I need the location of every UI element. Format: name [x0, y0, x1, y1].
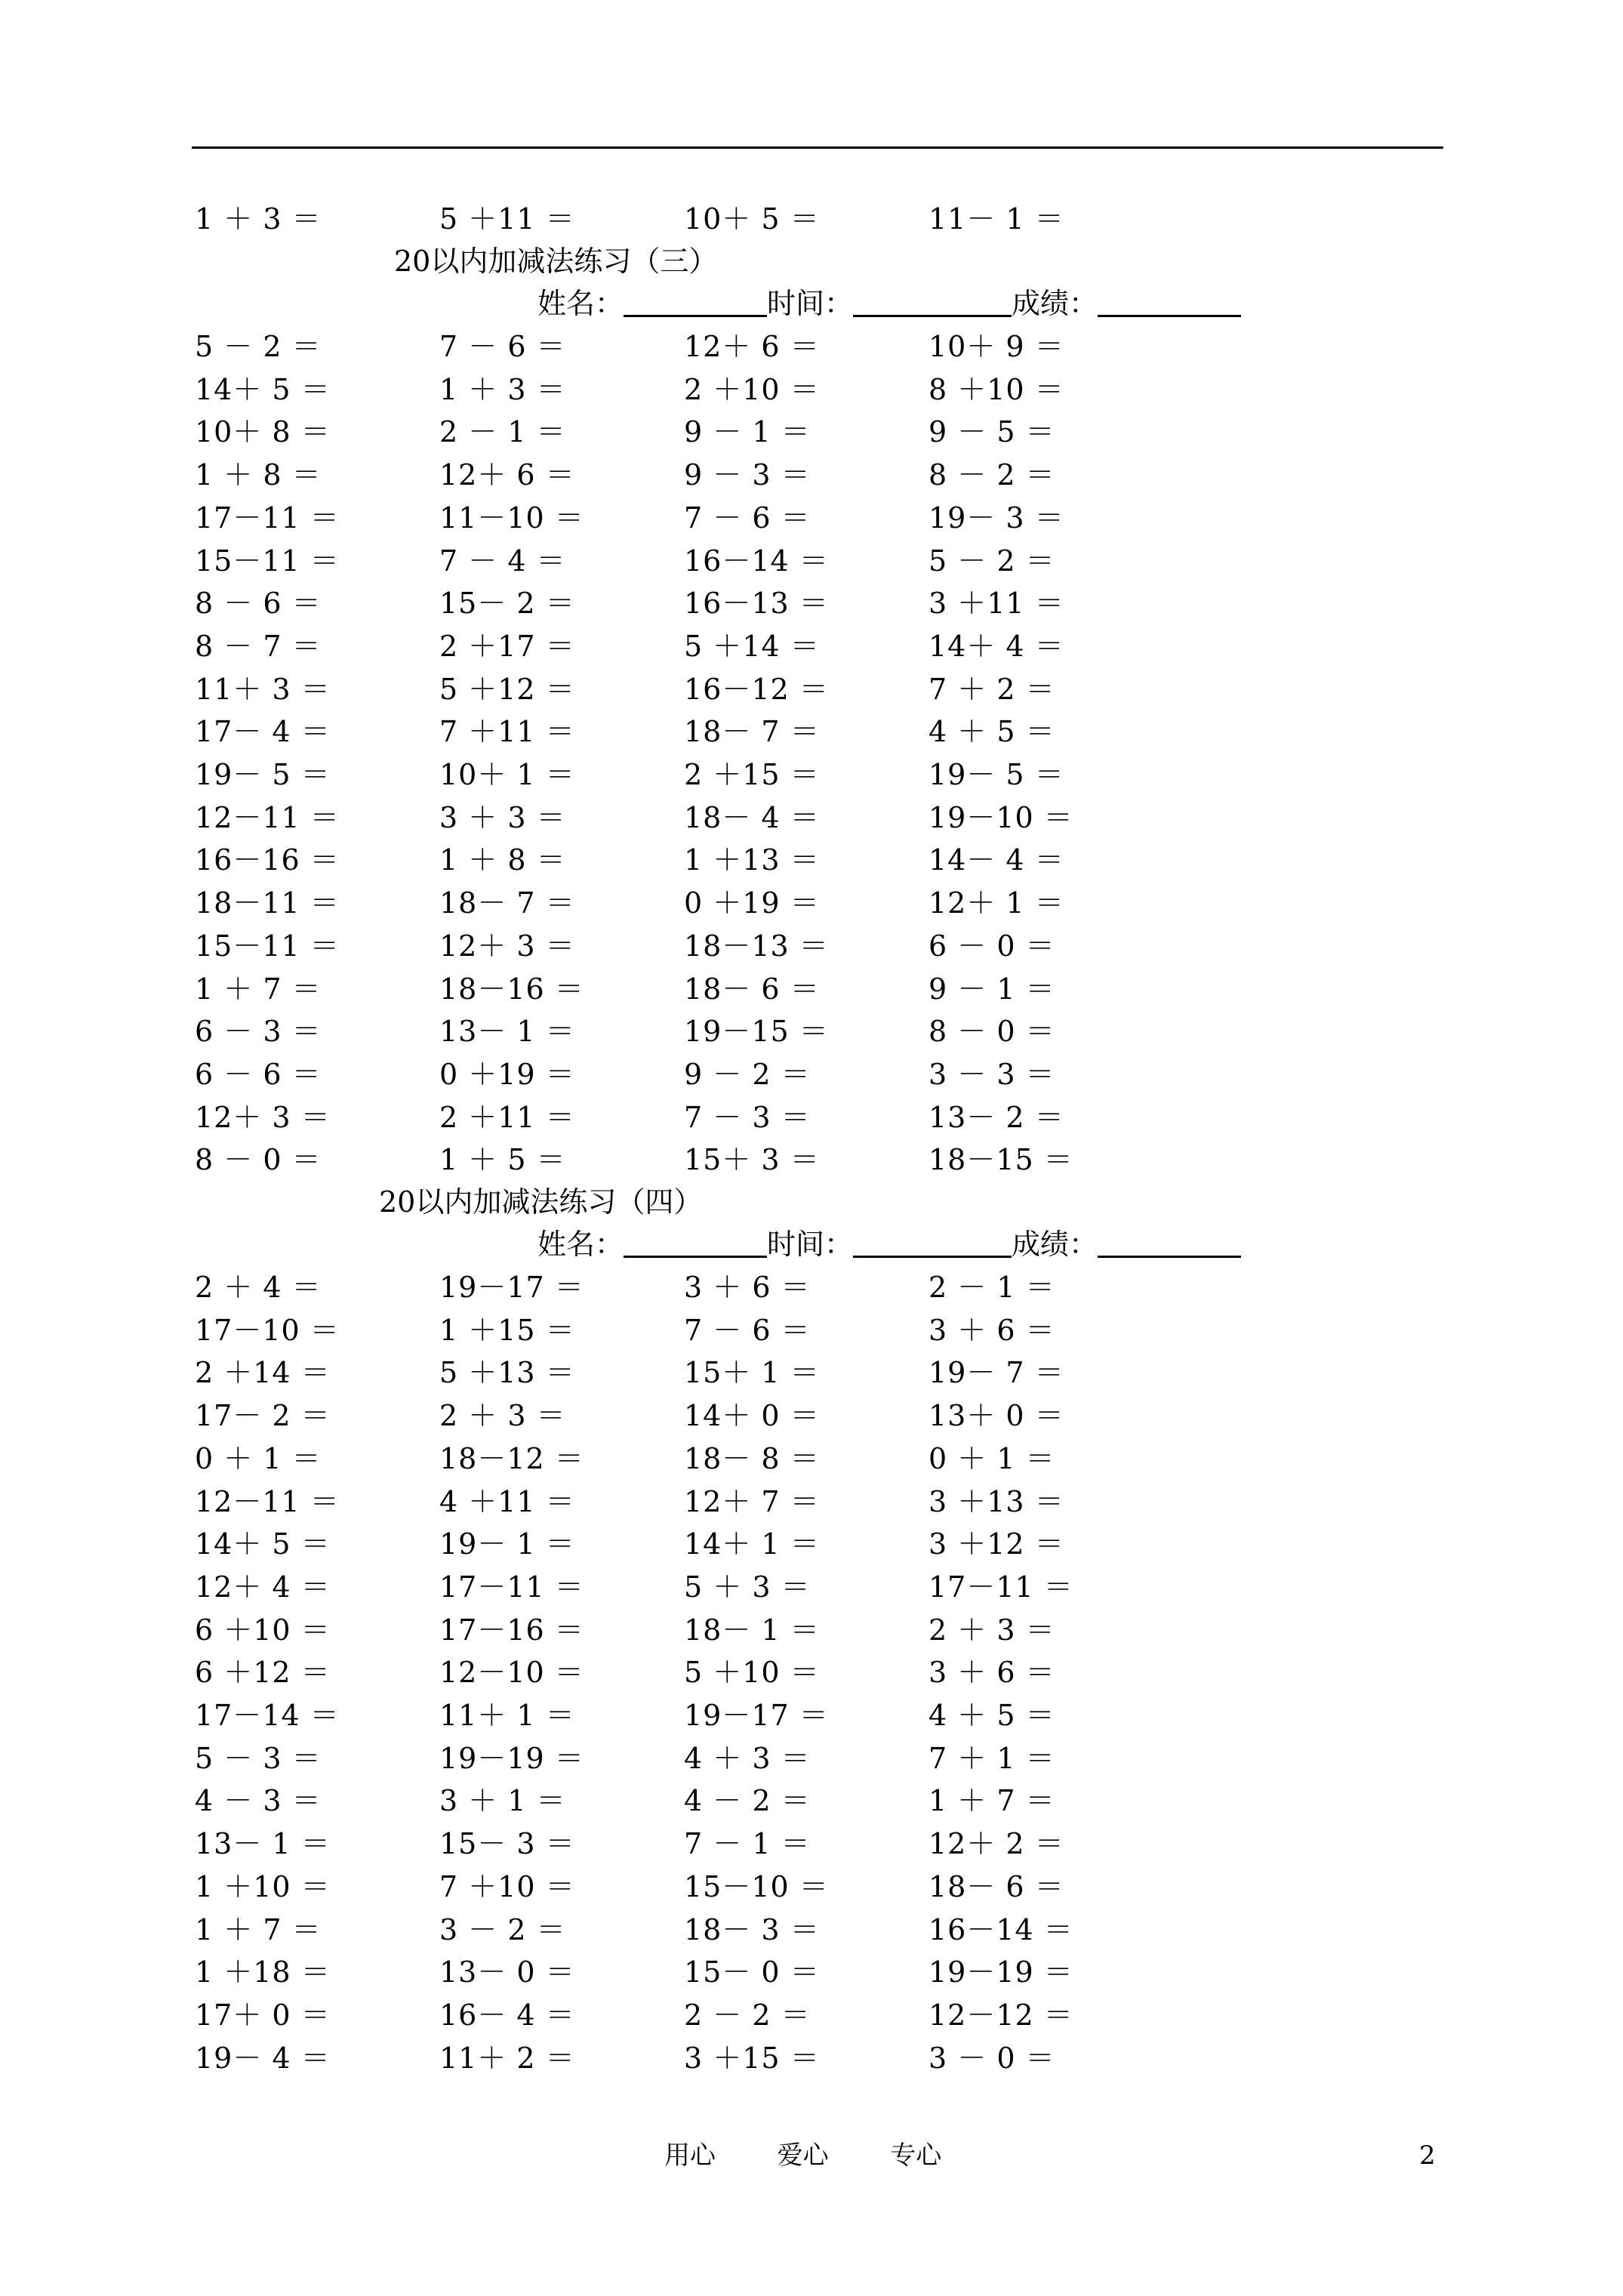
math-problem: 13－ 1 ＝ [439, 1015, 575, 1048]
math-problem: 13－ 0 ＝ [439, 1955, 575, 1989]
math-problem: 8 － 7 ＝ [195, 630, 322, 663]
math-problem: 14＋ 0 ＝ [684, 1399, 820, 1432]
math-problem: 3 ＋ 3 ＝ [439, 801, 566, 834]
math-problem: 0 ＋ 1 ＝ [929, 1442, 1055, 1475]
math-problem: 10＋ 5 ＝ [684, 202, 820, 236]
math-problem: 11＋ 3 ＝ [195, 673, 331, 706]
math-problem: 1 ＋ 7 ＝ [195, 1913, 322, 1946]
math-problem: 3 ＋12 ＝ [929, 1527, 1064, 1561]
math-problem: 1 ＋ 7 ＝ [195, 972, 322, 1006]
math-problem: 3 ＋ 6 ＝ [684, 1271, 811, 1304]
math-problem: 1 ＋15 ＝ [439, 1314, 575, 1347]
math-problem: 3 ＋ 6 ＝ [929, 1314, 1055, 1347]
math-problem: 8 － 0 ＝ [195, 1143, 322, 1176]
math-problem: 5 ＋ 3 ＝ [684, 1570, 811, 1604]
math-problem: 19－ 1 ＝ [439, 1527, 575, 1561]
math-problem: 12＋ 3 ＝ [439, 929, 575, 963]
math-problem: 19－10 ＝ [929, 801, 1073, 834]
math-problem: 15－10 ＝ [684, 1870, 829, 1903]
math-problem: 5 ＋10 ＝ [684, 1656, 820, 1689]
math-problem: 3 ＋15 ＝ [684, 2042, 820, 2075]
math-problem: 12＋ 1 ＝ [929, 886, 1064, 920]
math-problem: 4 ＋ 5 ＝ [929, 1699, 1055, 1732]
math-problem: 6 － 6 ＝ [195, 1058, 322, 1091]
score-label: 成绩： [1012, 287, 1098, 320]
math-problem: 18－ 6 ＝ [929, 1870, 1064, 1903]
math-problem: 1 ＋ 5 ＝ [439, 1143, 566, 1176]
math-problem: 18－16 ＝ [439, 972, 584, 1006]
math-problem: 8 － 6 ＝ [195, 587, 322, 620]
math-problem: 2 － 1 ＝ [929, 1271, 1055, 1304]
student-info-line [537, 1228, 1241, 1261]
math-problem: 12＋ 6 ＝ [684, 330, 820, 363]
math-problem: 11＋ 1 ＝ [439, 1699, 575, 1732]
math-problem: 5 ＋11 ＝ [439, 202, 575, 236]
math-problem: 12＋ 2 ＝ [929, 1827, 1064, 1860]
footer-motto: 用心 爱心 专心 [664, 2140, 942, 2171]
math-problem: 1 ＋ 3 ＝ [195, 202, 322, 236]
math-problem: 15＋ 1 ＝ [684, 1356, 820, 1389]
math-problem: 1 ＋18 ＝ [195, 1955, 331, 1989]
math-problem: 17－11 ＝ [195, 501, 340, 535]
math-problem: 4 ＋11 ＝ [439, 1485, 575, 1518]
math-problem: 7 ＋11 ＝ [439, 715, 575, 748]
math-problem: 5 － 3 ＝ [195, 1742, 322, 1775]
math-problem: 2 － 1 ＝ [439, 415, 566, 448]
math-problem: 0 ＋ 1 ＝ [195, 1442, 322, 1475]
math-problem: 3 ＋ 6 ＝ [929, 1656, 1055, 1689]
math-problem: 13＋ 0 ＝ [929, 1399, 1064, 1432]
math-problem: 2 ＋15 ＝ [684, 758, 820, 791]
math-problem: 6 ＋12 ＝ [195, 1656, 331, 1689]
math-problem: 18－ 3 ＝ [684, 1913, 820, 1946]
score-field[interactable] [1098, 288, 1241, 317]
math-problem: 15－11 ＝ [195, 544, 340, 578]
math-problem: 17－16 ＝ [439, 1613, 584, 1647]
math-problem: 11－10 ＝ [439, 501, 584, 535]
math-problem: 14－ 4 ＝ [929, 843, 1064, 877]
math-problem: 15－ 0 ＝ [684, 1955, 820, 1989]
math-problem: 19－ 5 ＝ [929, 758, 1064, 791]
math-problem: 18－11 ＝ [195, 886, 340, 920]
math-problem: 18－ 7 ＝ [684, 715, 820, 748]
math-problem: 4 ＋ 3 ＝ [684, 1742, 811, 1775]
math-problem: 14＋ 5 ＝ [195, 1527, 331, 1561]
page-number: 2 [1419, 2140, 1436, 2171]
math-problem: 19－15 ＝ [684, 1015, 829, 1048]
math-problem: 1 ＋13 ＝ [684, 843, 820, 877]
math-problem: 18－15 ＝ [929, 1143, 1073, 1176]
math-problem: 19－17 ＝ [684, 1699, 829, 1732]
math-problem: 18－13 ＝ [684, 929, 829, 963]
name-field[interactable] [624, 288, 767, 317]
math-problem: 19－ 7 ＝ [929, 1356, 1064, 1389]
math-problem: 1 ＋ 3 ＝ [439, 373, 566, 406]
math-problem: 13－ 2 ＝ [929, 1101, 1064, 1134]
math-problem: 7 － 6 ＝ [684, 1314, 811, 1347]
math-problem: 2 － 2 ＝ [684, 1999, 811, 2032]
section-title: 20以内加减法练习（四） [379, 1185, 703, 1219]
math-problem: 17＋ 0 ＝ [195, 1999, 331, 2032]
math-problem: 7 ＋10 ＝ [439, 1870, 575, 1903]
math-problem: 6 － 0 ＝ [929, 929, 1055, 963]
math-problem: 5 ＋12 ＝ [439, 673, 575, 706]
math-problem: 16－12 ＝ [684, 673, 829, 706]
math-problem: 7 － 6 ＝ [684, 501, 811, 535]
math-problem: 2 ＋17 ＝ [439, 630, 575, 663]
math-problem: 5 － 2 ＝ [929, 544, 1055, 578]
math-problem: 9 － 5 ＝ [929, 415, 1055, 448]
math-problem: 12－12 ＝ [929, 1999, 1073, 2032]
math-problem: 15－11 ＝ [195, 929, 340, 963]
math-problem: 14＋ 5 ＝ [195, 373, 331, 406]
math-problem: 5 － 2 ＝ [195, 330, 322, 363]
math-problem: 4 ＋ 5 ＝ [929, 715, 1055, 748]
score-field[interactable] [1098, 1228, 1241, 1258]
math-problem: 16－13 ＝ [684, 587, 829, 620]
math-problem: 12＋ 3 ＝ [195, 1101, 331, 1134]
math-problem: 9 － 1 ＝ [929, 972, 1055, 1006]
math-problem: 12－11 ＝ [195, 801, 340, 834]
header-rule [192, 146, 1443, 149]
math-problem: 12＋ 6 ＝ [439, 458, 575, 492]
math-problem: 1 ＋10 ＝ [195, 1870, 331, 1903]
math-problem: 17－10 ＝ [195, 1314, 340, 1347]
score-label: 成绩： [1012, 1228, 1098, 1261]
math-problem: 12＋ 4 ＝ [195, 1570, 331, 1604]
math-problem: 10＋ 8 ＝ [195, 415, 331, 448]
time-field[interactable] [853, 1228, 1012, 1258]
time-label: 时间： [767, 287, 854, 320]
math-problem: 18－ 7 ＝ [439, 886, 575, 920]
math-problem: 1 ＋ 7 ＝ [929, 1784, 1055, 1817]
math-problem: 5 ＋13 ＝ [439, 1356, 575, 1389]
math-problem: 8 － 0 ＝ [929, 1015, 1055, 1048]
math-problem: 8 ＋10 ＝ [929, 373, 1064, 406]
math-problem: 17－11 ＝ [439, 1570, 584, 1604]
math-problem: 17－14 ＝ [195, 1699, 340, 1732]
math-problem: 11＋ 2 ＝ [439, 2042, 575, 2075]
time-label: 时间： [767, 1228, 854, 1261]
student-info-line [537, 287, 1241, 320]
math-problem: 15－ 3 ＝ [439, 1827, 575, 1860]
math-problem: 19－ 3 ＝ [929, 501, 1064, 535]
math-problem: 1 ＋ 8 ＝ [195, 458, 322, 492]
math-problem: 3 － 3 ＝ [929, 1058, 1055, 1091]
math-problem: 1 ＋ 8 ＝ [439, 843, 566, 877]
section-title: 20以内加减法练习（三） [394, 245, 718, 278]
math-problem: 2 ＋11 ＝ [439, 1101, 575, 1134]
math-problem: 2 ＋ 3 ＝ [929, 1613, 1055, 1647]
math-problem: 4 － 3 ＝ [195, 1784, 322, 1817]
math-problem: 12－11 ＝ [195, 1485, 340, 1518]
math-problem: 14＋ 1 ＝ [684, 1527, 820, 1561]
math-problem: 16－14 ＝ [684, 544, 829, 578]
math-problem: 7 － 1 ＝ [684, 1827, 811, 1860]
math-problem: 19－ 4 ＝ [195, 2042, 331, 2075]
math-problem: 19－ 5 ＝ [195, 758, 331, 791]
math-problem: 6 ＋10 ＝ [195, 1613, 331, 1647]
math-problem: 3 ＋11 ＝ [929, 587, 1064, 620]
math-problem: 5 ＋14 ＝ [684, 630, 820, 663]
math-problem: 9 － 1 ＝ [684, 415, 811, 448]
math-problem: 10＋ 9 ＝ [929, 330, 1064, 363]
math-problem: 4 － 2 ＝ [684, 1784, 811, 1817]
math-problem: 7 － 4 ＝ [439, 544, 566, 578]
math-problem: 12＋ 7 ＝ [684, 1485, 820, 1518]
math-problem: 17－ 2 ＝ [195, 1399, 331, 1432]
math-problem: 7 － 6 ＝ [439, 330, 566, 363]
math-problem: 0 ＋19 ＝ [684, 886, 820, 920]
math-problem: 16－ 4 ＝ [439, 1999, 575, 2032]
math-problem: 13－ 1 ＝ [195, 1827, 331, 1860]
math-problem: 3 ＋ 1 ＝ [439, 1784, 566, 1817]
math-problem: 19－19 ＝ [929, 1955, 1073, 1989]
math-problem: 19－19 ＝ [439, 1742, 584, 1775]
math-problem: 7 ＋ 2 ＝ [929, 673, 1055, 706]
math-problem: 12－10 ＝ [439, 1656, 584, 1689]
math-problem: 16－14 ＝ [929, 1913, 1073, 1946]
math-problem: 9 － 3 ＝ [684, 458, 811, 492]
math-problem: 18－12 ＝ [439, 1442, 584, 1475]
math-problem: 2 ＋ 4 ＝ [195, 1271, 322, 1304]
math-problem: 2 ＋10 ＝ [684, 373, 820, 406]
math-problem: 14＋ 4 ＝ [929, 630, 1064, 663]
math-problem: 3 ＋13 ＝ [929, 1485, 1064, 1518]
math-problem: 11－ 1 ＝ [929, 202, 1064, 236]
math-problem: 2 ＋ 3 ＝ [439, 1399, 566, 1432]
math-problem: 15－ 2 ＝ [439, 587, 575, 620]
math-problem: 6 － 3 ＝ [195, 1015, 322, 1048]
math-problem: 18－ 6 ＝ [684, 972, 820, 1006]
math-problem: 18－ 4 ＝ [684, 801, 820, 834]
math-problem: 3 － 2 ＝ [439, 1913, 566, 1946]
math-problem: 0 ＋19 ＝ [439, 1058, 575, 1091]
name-field[interactable] [624, 1228, 767, 1258]
time-field[interactable] [853, 288, 1012, 317]
name-label: 姓名： [537, 287, 624, 320]
math-problem: 18－ 8 ＝ [684, 1442, 820, 1475]
math-problem: 10＋ 1 ＝ [439, 758, 575, 791]
math-problem: 7 － 3 ＝ [684, 1101, 811, 1134]
math-problem: 19－17 ＝ [439, 1271, 584, 1304]
math-problem: 9 － 2 ＝ [684, 1058, 811, 1091]
math-problem: 17－11 ＝ [929, 1570, 1073, 1604]
math-problem: 18－ 1 ＝ [684, 1613, 820, 1647]
math-problem: 2 ＋14 ＝ [195, 1356, 331, 1389]
math-problem: 3 － 0 ＝ [929, 2042, 1055, 2075]
name-label: 姓名： [537, 1228, 624, 1261]
math-problem: 17－ 4 ＝ [195, 715, 331, 748]
math-problem: 15＋ 3 ＝ [684, 1143, 820, 1176]
math-problem: 16－16 ＝ [195, 843, 340, 877]
math-problem: 7 ＋ 1 ＝ [929, 1742, 1055, 1775]
math-problem: 8 － 2 ＝ [929, 458, 1055, 492]
